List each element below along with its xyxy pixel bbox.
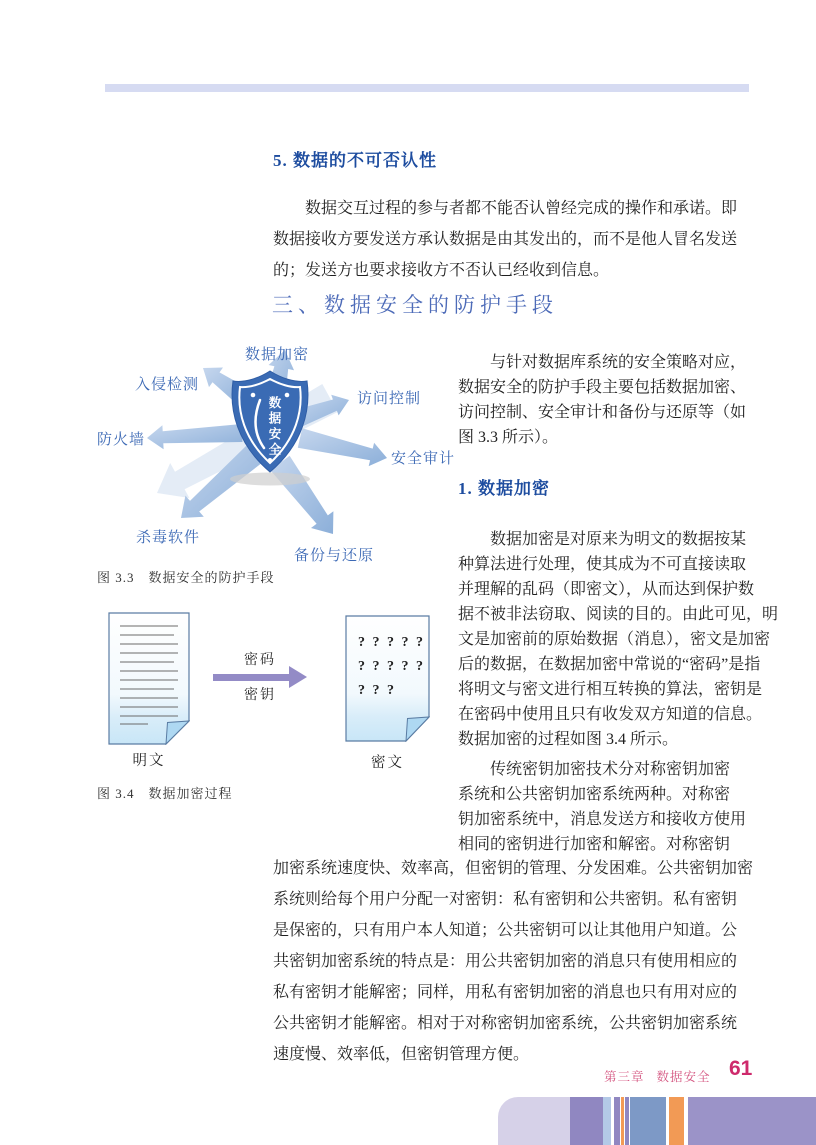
text-line: 数据加密是对原来为明文的数据按某 bbox=[490, 531, 747, 548]
text-line: 相同的密钥进行加密和解密。对称密钥 bbox=[458, 836, 731, 853]
shield-rivet bbox=[251, 393, 256, 398]
text-line: 是保密的，只有用户本人知道；公共密钥可以让其他用户知道。公 bbox=[273, 922, 738, 939]
bar-segment bbox=[669, 1097, 684, 1145]
text-line: 据不被非法窃取、阅读的目的。由此可见，明 bbox=[458, 606, 779, 623]
text-line: 数据安全的防护手段主要包括数据加密、 bbox=[458, 379, 747, 396]
subsection-1-heading: 1. 数据加密 bbox=[458, 479, 550, 498]
paragraph bbox=[458, 527, 779, 752]
cipher-row: ? ? ? ? ? bbox=[358, 659, 425, 674]
section-5-heading: 5. 数据的不可否认性 bbox=[273, 151, 437, 170]
text-line: 种算法进行处理，使其成为不可直接读取 bbox=[458, 556, 747, 573]
bar-segment bbox=[630, 1097, 666, 1145]
figure-number: 图 3.3 bbox=[97, 570, 135, 585]
text-line: 并理解的乱码（即密文），从而达到保护数 bbox=[458, 581, 755, 598]
bar-segment bbox=[570, 1097, 603, 1145]
figure-3-4-caption bbox=[97, 783, 233, 802]
shield-label: 数据安全 bbox=[267, 396, 281, 458]
text-line: 传统密钥加密技术分对称密钥加密 bbox=[490, 761, 731, 778]
encrypt-arrow-shaft bbox=[213, 674, 291, 681]
paragraph bbox=[458, 757, 758, 857]
caption-text: 数据安全的防护手段 bbox=[148, 570, 275, 585]
chapter-section-label: 数据安全 bbox=[656, 1070, 711, 1084]
label-antivirus-software: 杀毒软件 bbox=[136, 530, 201, 546]
text-line: 后的数据，在数据加密中常说的“密码”是指 bbox=[458, 656, 761, 673]
radiating-arrow-right bbox=[298, 428, 387, 466]
shield-shadow bbox=[230, 473, 310, 486]
section-5-paragraph bbox=[273, 193, 743, 286]
text-line: 文是加密前的原始数据（消息），密文是加密 bbox=[458, 631, 771, 648]
page-fold bbox=[406, 717, 429, 741]
figure-3-4-encryption-diagram bbox=[95, 608, 447, 783]
cipher-row: ? ? ? bbox=[358, 683, 396, 698]
text-line: 数据交互过程的参与者都不能否认曾经完成的操作和承诺。即 bbox=[305, 200, 738, 217]
text-line: 图 3.3 所示）。 bbox=[458, 429, 559, 446]
cipher-label: 密码 bbox=[244, 653, 276, 668]
text-line: 的；发送方也要求接收方不否认已经收到信息。 bbox=[273, 262, 610, 279]
bar-segment bbox=[688, 1097, 816, 1145]
bar-segment bbox=[498, 1097, 570, 1145]
footer-chapter bbox=[604, 1067, 711, 1085]
chapter-label: 第三章 bbox=[604, 1070, 645, 1084]
label-access-control: 访问控制 bbox=[357, 391, 422, 407]
text-line: 共密钥加密系统的特点是：用公共密钥加密的消息只有使用相应的 bbox=[273, 953, 738, 970]
cipher-row: ? ? ? ? ? bbox=[358, 635, 425, 650]
text-line: 公共密钥才能解密。相对于对称密钥加密系统，公共密钥加密系统 bbox=[273, 1015, 738, 1032]
figure-number: 图 3.4 bbox=[97, 786, 135, 801]
label-backup-restore: 备份与还原 bbox=[294, 548, 375, 564]
key-label: 密钥 bbox=[244, 688, 276, 703]
paragraph bbox=[458, 350, 758, 450]
bottom-decorative-bar bbox=[498, 1097, 816, 1145]
text-line: 与针对数据库系统的安全策略对应， bbox=[490, 354, 747, 371]
text-line: 私有密钥才能解密；同样，用私有密钥加密的消息也只有用对应的 bbox=[273, 984, 738, 1001]
ciphertext-label: 密文 bbox=[371, 755, 404, 771]
shield-rivet bbox=[285, 393, 290, 398]
label-firewall: 防火墙 bbox=[97, 432, 146, 448]
text-line: 数据接收方要发送方承认数据是由其发出的，而不是他人冒名发送 bbox=[273, 231, 738, 248]
text-line: 钥加密系统中，消息发送方和接收方使用 bbox=[458, 811, 747, 828]
text-line: 系统和公共密钥加密系统两种。对称密 bbox=[458, 786, 731, 803]
label-intrusion-detection: 入侵检测 bbox=[135, 377, 200, 393]
document-plaintext-icon bbox=[108, 612, 190, 745]
figure-3-3-caption bbox=[97, 567, 275, 586]
text-line: 数据加密的过程如图 3.4 所示。 bbox=[458, 731, 679, 748]
page-number: 61 bbox=[729, 1057, 753, 1080]
label-data-encryption: 数据加密 bbox=[245, 347, 310, 363]
top-decorative-bar bbox=[105, 84, 749, 92]
page-fold bbox=[166, 721, 189, 744]
figure-3-3-protection-diagram bbox=[95, 338, 460, 568]
text-line: 将明文与密文进行相互转换的算法，密钥是 bbox=[458, 681, 763, 698]
text-line: 在密码中使用且只有收发双方知道的信息。 bbox=[458, 706, 763, 723]
text-line: 速度慢、效率低，但密钥管理方便。 bbox=[273, 1046, 530, 1063]
text-line: 访问控制、安全审计和备份与还原等（如 bbox=[458, 404, 747, 421]
plaintext-label: 明文 bbox=[132, 753, 166, 769]
section-3-heading: 三、数据安全的防护手段 bbox=[272, 293, 558, 317]
label-security-audit: 安全审计 bbox=[391, 451, 456, 467]
text-line: 加密系统速度快、效率高，但密钥的管理、分发困难。公共密钥加密 bbox=[273, 860, 754, 877]
document-ciphertext-icon bbox=[345, 615, 430, 742]
right-text-column bbox=[458, 350, 779, 857]
text-line: 系统则给每个用户分配一对密钥：私有密钥和公共密钥。私有密钥 bbox=[273, 891, 738, 908]
bar-segment bbox=[603, 1097, 611, 1145]
caption-text: 数据加密过程 bbox=[148, 786, 233, 801]
